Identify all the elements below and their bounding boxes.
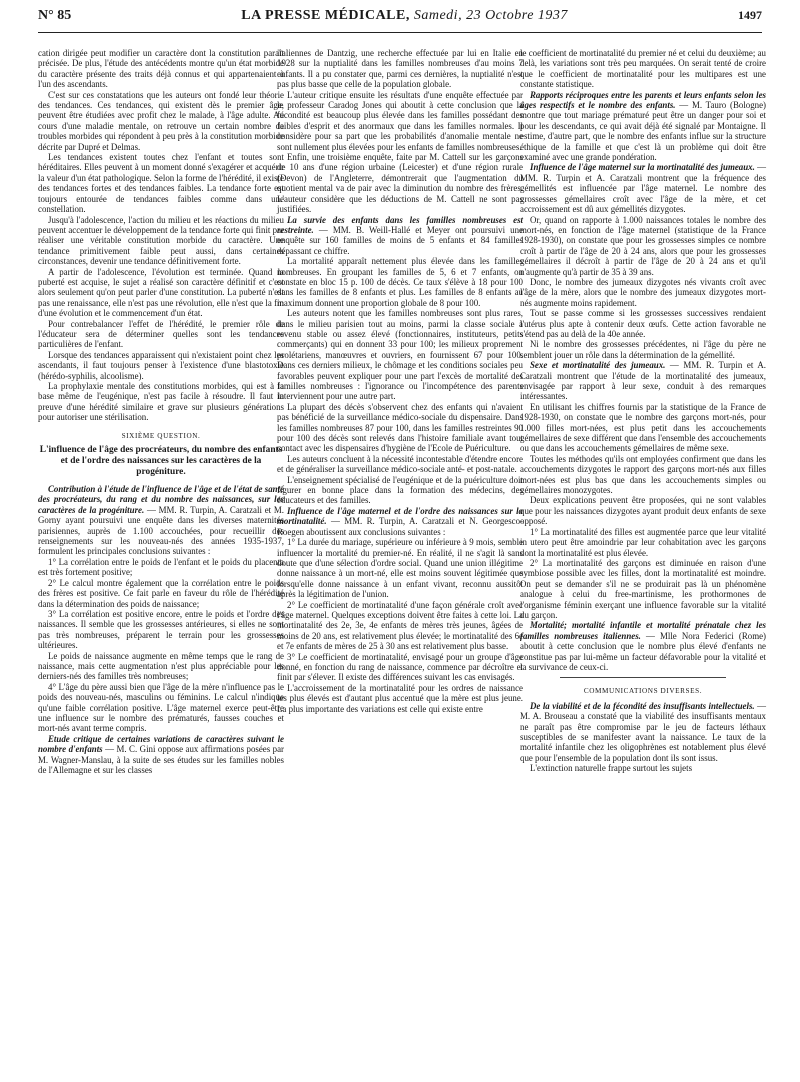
paragraph: Le poids de naissance augmente en même temps que le rang de naissance, mais cette augmentation n'est plus appréciable pour les derniers-nés des familles très nombreuses; <box>38 650 284 682</box>
section-heading: COMMUNICATIONS DIVERSES. <box>583 687 703 696</box>
paragraph: Donc, le nombre des jumeaux dizygotes nés vivants croît avec l'âge de la mère, alors que le nombre des jumeaux dizygotes mort-nés augmente moins rapidement. <box>520 276 766 308</box>
article-title: Influence de l'âge maternel et de l'ordre des naissances sur la mortinatalité. <box>277 505 523 527</box>
paragraph: 1° La mortinatalité des filles est augmentée parce que leur vitalité in utero peut être amoindrie par leur cohabitation avec les garçons dont la mortinatalité est plus élevée. <box>520 526 766 558</box>
paragraph: Les tendances existent toutes chez l'enfant et toutes sont héréditaires. Elles peuvent à un moment donné s'exagérer et acquérir la valeur d'un état pathologique. Selon la forme de l'hérédité, il existe des tendances fortes et des tendances faibles. La tendance forte est toujours entourée de tendances faibles comme dans une constellation. <box>38 152 284 215</box>
paragraph: La prophylaxie mentale des constitutions morbides, qui est à la base même de l'eugénique, n'est pas facile à résoudre. Il faut la preuve d'une hérédité similaire et grave sur plusieurs générations pour autoriser une stérilisation. <box>38 381 284 423</box>
article-title: Sexe et mortinatalité des jumeaux. <box>530 360 666 371</box>
paragraph: 3° La corrélation est positive encore, entre le poids et l'ordre des naissances. Il semble que les grossesses antérieures, si elles ne sont pas très nombreuses, préparent le terrain pour les grossesses ultérieures. <box>38 608 284 651</box>
column-1 <box>38 48 284 775</box>
paragraph: L'accroissement de la mortinatalité pour les ordres de naissance les plus élevés est d'autant plus accentué que la mère est plus jeune. La plus importante des variations est celle qui existe entre <box>277 682 523 714</box>
paragraph: 2° La mortinatalité des garçons est diminuée en raison d'une symbiose possible avec les filles, dont la mortinatalité est moindre. On peut se demander s'il ne se produirait pas là un phénomène analogue à celui du free-martinisme, les prothormones de l'organisme féminin exerçant une influence favorable sur la vitalité du garçon. <box>520 557 766 620</box>
paragraph: L'enseignement spécialisé de l'eugénique et de la puériculture doit figurer en bonne place dans la formation des médecins, des éducateurs et des familles. <box>277 474 523 506</box>
article-body: — M. A. Brouseau a constaté que la viabilité des insuffisants mentaux ne paraît pas être compromise par le jeu de facteurs léthaux susceptibles de se manifester avant la naissance. Le taux de la mortalité infantile chez les oligophrènes est notablement plus élevé que pour l'ensemble de la population dont ils sont issus. <box>520 700 767 763</box>
paragraph <box>520 620 766 672</box>
paragraph: Ni le nombre des grossesses précédentes, ni l'âge du père ne semblent jouer un rôle dans la détermination de la gémellité. <box>520 339 766 360</box>
article-body: — MM. R. Turpin, A. Caratzali et M. Gorny ayant poursuivi une enquête dans les diverses maternités parisiennes, auprès de 1.100 accouchées, pour recueillir des renseignements sur les nouveau-nés des années 1935-1937, formulent les principales conclusions suivantes : <box>38 504 284 557</box>
paragraph: 4° L'âge du père aussi bien que l'âge de la mère n'influence pas le poids des nouveau-nés, masculins ou féminins. Le calcul n'indique qu'une faible corrélation positive. L'âge maternel exerce peut-être une influence sur le nombre des prématurés, fausses couches et mort-nés avant terme compris. <box>38 681 284 734</box>
paragraph <box>520 90 766 163</box>
paragraph: Jusqu'à l'adolescence, l'action du milieu et les réactions du milieu peuvent accentuer le développement de la tendance forte qui finit par réaliser une véritable constitution morbide du caractère. Une tendance primitivement faible peut aussi, dans certaines circonstances, devenir une tendance définitivement forte. <box>38 214 284 267</box>
issue-date: Samedi, 23 Octobre 1937 <box>413 8 568 23</box>
article-body: — MM. R. Turpin et A. Caratzali montrent que l'étude de la mortinatalité des jumeaux, envisagée par rapport à leur sexe, conduit à des remarques intéressantes. <box>520 360 766 402</box>
paragraph: L'auteur critique ensuite les résultats d'une enquête effectuée par le professeur Caradog Jones qui aboutit à cette conclusion que la fécondité est beaucoup plus élevée dans les familles possédant des faibles d'esprit et des anormaux que dans les familles normales. Il considère pour sa part que les probabilités d'anomalie mentale ne sont nullement plus élevées pour les enfants de familles nombreuses. <box>277 89 523 152</box>
paragraph: La plupart des décès s'observent chez des enfants qui n'avaient pas bénéficié de la surveillance médico-sociale du dispensaire. Dans les familles nombreuses 87 pour 100, dans les familles restreintes 90 pour 100 des décès sont relevés dans l'histoire familiale avant tout contact avec les dispensaires d'hygiène de l'Ecole de Puériculture. <box>277 401 523 454</box>
running-header <box>38 8 762 33</box>
article-body: — MM. B. Weill-Hallé et Meyer ont poursuivi une enquête sur 160 familles de moins de 5 enfants et 84 familles dépassant ce chiffre. <box>277 224 523 256</box>
article-title: La survie des enfants dans les familles nombreuses est restreinte. <box>277 214 523 235</box>
issue-number: N° 85 <box>38 8 72 23</box>
paragraph: L'extinction naturelle frappe surtout les sujets <box>530 763 693 774</box>
paragraph: Lorsque des tendances apparaissent qui n'existaient point chez les ascendants, il faut toujours penser à l'existence d'une blastotoxie (hérédo-syphilis, alcoolisme). <box>38 349 284 381</box>
article-title: Contribution à l'étude de l'influence de l'âge et de l'état de santé des procréateurs, du rang et du nombre des naissances, sur les caractères de la progéniture. <box>38 484 284 515</box>
paragraph: Tout se passe comme si les grossesses successives rendaient l'utérus plus apte à contenir deux œufs. Cette action favorable ne s'étend pas au delà de la 40e année. <box>520 308 766 339</box>
journal-title <box>241 8 568 24</box>
article-body: — MM. R. Turpin, A. Caratzali et N. Georgesco-Roegen aboutissent aux conclusions suivantes : <box>277 516 523 537</box>
paragraph <box>38 484 284 557</box>
article-body: — MM. R. Turpin et A. Caratzali montrent que la fréquence des gémellités est influencée par l'âge maternel. Le nombre des grossesses gémellaires croît avec l'âge de la mère, et cet accroissement est dû aux gémellités dizygotes. <box>520 162 766 215</box>
paragraph <box>520 701 766 763</box>
section-title: L'influence de l'âge des procréateurs, du nombre des enfants et de l'ordre des naissances sur les caractères de la progéniture. <box>39 445 283 478</box>
article-title: Rapports réciproques entre les parents et leurs enfants selon les âges respectifs et le nombre des enfants. <box>520 89 766 111</box>
paragraph <box>277 215 523 257</box>
column-3 <box>520 48 766 774</box>
paragraph <box>520 360 766 402</box>
article-title: Influence de l'âge maternel sur la mortinatalité des jumeaux. <box>530 162 755 173</box>
paragraph: le coefficient de mortinatalité du premier né et celui du deuxième; au delà, les variations sont très peu marquées. On serait tenté de croire que le coefficient de mortinatalité pour les multipares est une constante statistique. <box>520 48 766 90</box>
article-body: — M. Tauro (Bologne) montre que tout mariage prématuré peut être un danger pour soi et pour les descendants, ce qui avait déjà été signalé par Montaigne. Il estime, d'autre part, que le nombre des enfants influe sur la structure éthique de la famille et que c'est là un problème qui doit être examiné avec une grande pondération. <box>520 100 766 163</box>
journal-name: LA PRESSE MÉDICALE, <box>241 8 410 23</box>
page-number: 1497 <box>737 8 762 22</box>
paragraph: 1° La durée du mariage, supérieure ou inférieure à 9 mois, semble influencer la mortalité du premier-né. En réalité, il ne s'agit là sans doute que d'une sélection d'ordre social. Quand une union illégitime donne naissance à un mort-né, elle est moins souvent légitimée que lorsqu'elle donne naissance à un enfant vivant, reconnu aussitôt après la légitimation de l'union. <box>277 537 523 600</box>
column-2 <box>277 48 523 714</box>
paragraph <box>520 162 766 214</box>
paragraph <box>277 506 523 537</box>
paragraph: La mortalité apparaît nettement plus élevée dans les familles nombreuses. En groupant les familles de 5, 6 et 7 enfants, on constate en bloc 15 p. 100 de décès. Ce taux s'élève à 18 pour 100 dans les familles de 8 enfants et plus. Les familles de 8 enfants au maximum donnent une proportion globale de 8 pour 100. <box>277 256 523 308</box>
paragraph: C'est sur ces constatations que les auteurs ont fondé leur théorie des tendances. Ces tendances, qui existent dès le premier âge, peuvent être étudiées avec profit chez le malade, à l'âge adulte. Au cours d'une maladie mentale, on retrouve un certain nombre de troubles morbides qui répondent à peu près à la constitution morbide décrite par Dupré et Delmas. <box>38 89 284 152</box>
paragraph: cation dirigée peut modifier un caractère dont la constitution paraît précisée. De plus, l'étude des antécédents montre qu'un état morbide du caractère présente des traits déjà connus et qui appartenaient à l'un des ascendants. <box>38 48 284 90</box>
paragraph: Deux explications peuvent être proposées, qui ne sont valables que pour les naissances dizygotes ayant produit deux enfants de sexe opposé. <box>520 495 766 527</box>
paragraph: 2° Le calcul montre également que la corrélation entre le poids des frères est positive. Ce fait parle en faveur du rôle de l'hérédité dans la détermination des poids de naissance; <box>38 577 284 609</box>
article-title: Etude critique de certaines variations de caractères suivant le nombre d'enfants <box>38 733 284 755</box>
paragraph <box>38 734 284 776</box>
paragraph: Les auteurs concluent à la nécessité incontestable d'étendre encore et de généraliser la surveillance médico-sociale anté- et post-natale. <box>277 453 523 475</box>
paragraph: En utilisant les chiffres fournis par la statistique de la France de 1928-1930, on constate que le nombre des garçons mort-nés, pour 1.000 filles mort-nées, est plus petit dans les accouchements gémellaires de sexe différent que dans l'ensemble des accouchements ou que dans les accouchements gémellaires de même sexe. <box>520 401 766 454</box>
article-title: De la viabilité et de la fécondité des insuffisants intellectuels. <box>530 700 755 711</box>
paragraph: 3° Le coefficient de mortinatalité, envisagé pour un groupe d'âge donné, en fonction du rang de naissance, commence par décroître et finit par s'élever. Il existe des différences suivant les cas envisagés. <box>277 651 523 683</box>
paragraph: Toutes les méthodes qu'ils ont employées confirment que dans les accouchements dizygotes le rapport des garçons mort-nés aux filles mort-nées est plus bas que dans les accouchements simples ou gémellaires monozygotes. <box>520 453 766 496</box>
paragraph: A partir de l'adolescence, l'évolution est terminée. Quand la puberté est acquise, le sujet a réalisé son caractère définitif et c'est alors seulement qu'on peut parler d'une constitution. La puberté n'est pas une renaissance, elle n'est pas une révolution, elle n'est que la fin d'une évolution et le commencement d'un état. <box>38 266 284 319</box>
article-body: — Mlle Nora Federici (Rome) aboutit à cette conclusion que le nombre plus élevé d'enfants ne constitue pas par lui-même un facteur défavorable pour la vitalité et la survivance de ceux-ci. <box>520 630 766 672</box>
paragraph: Les auteurs notent que les familles nombreuses sont plus rares, dans le milieu parisien tout au moins, parmi la classe sociale à revenu stable ou assez élevé (fonctionnaires, instituteurs, petits commerçants) qui en donnent 33 pour 100; les milieux proprement prolétariens, manœuvres et ouvriers, en fournissent 67 pour 100. Dans ces derniers milieux, le chômage et les conditions sociales peu favorables peuvent expliquer pour une part l'excès de mortalité des familles nombreuses : l'ignorance ou l'incompétence des parents interviennent pour une autre part. <box>277 308 523 402</box>
divider <box>560 677 726 678</box>
paragraph: Enfin, une troisième enquête, faite par M. Cattell sur les garçons de 10 ans d'une région urbaine (Leicester) et d'une région rurale (Devon) de l'Angleterre, démontrerait que l'augmentation du quotient mental va de pair avec la diminution du nombre des frères. L'auteur considère que les déductions de M. Cattell ne sont pas justifiées. <box>277 152 523 215</box>
paragraph: Pour contrebalancer l'effet de l'hérédité, le premier rôle de l'éducateur sera de déterminer quelles sont les tendances particulières de l'enfant. <box>38 318 284 350</box>
paragraph: 2° Le coefficient de mortinatalité d'une façon générale croît avec l'âge maternel. Quelques exceptions doivent être faites à cette loi. La mortinatalité des 2e, 3e, 4e enfants de mères très jeunes, âgées de moins de 20 ans, est relativement plus élevée; le mortinatalité des 6e et 7e enfants de mères de 25 à 30 ans est relativement plus basse. <box>277 599 523 652</box>
paragraph: italiennes de Dantzig, une recherche effectuée par lui en Italie en 1928 sur la nuptialité dans les familles nombreuses d'au moins 7 enfants. Il a pu constater que, parmi ces dernières, la nuptialité n'est pas plus basse que celle de la population globale. <box>277 48 523 90</box>
paragraph: Or, quand on rapporte à 1.000 naissances totales le nombre des mort-nés, en fonction de l'âge maternel (statistique de la France 1928-1930), on constate que pour les grossesses simples ce nombre croît à partir de l'âge de 20 à 24 ans, alors que pour les grossesses gémellaires il décroît à partir de l'âge de 20 à 24 ans et qu'il n'augmente qu'à partir de 35 à 39 ans. <box>520 214 766 277</box>
paragraph: 1° La corrélation entre le poids de l'enfant et le poids du placenta est très fortement positive; <box>38 556 284 578</box>
section-heading: SIXIÈME QUESTION. <box>121 431 201 440</box>
article-title: Mortalité; mortalité infantile et mortalité prénatale chez les familles nombreuses italiennes. <box>520 620 766 641</box>
article-body: — M. C. Gini oppose aux affirmations posées par M. Wagner-Manslau, à la suite de ses études sur les familles nobles de l'Allemagne et sur les classes <box>38 744 284 775</box>
